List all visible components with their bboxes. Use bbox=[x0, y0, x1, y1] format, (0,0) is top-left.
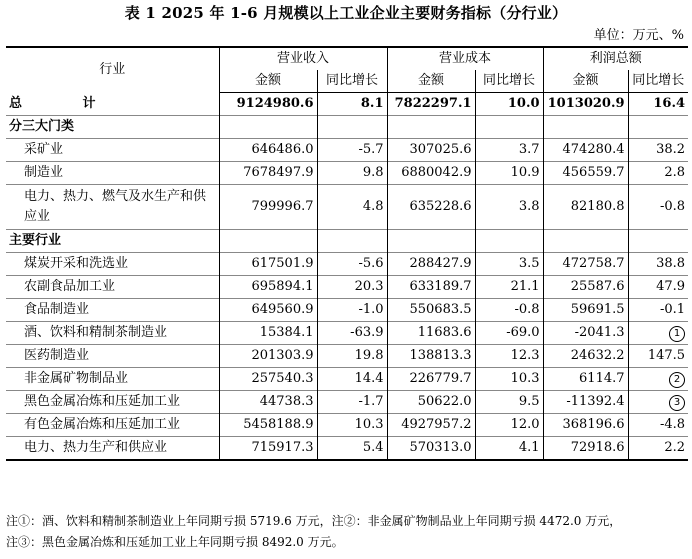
profit-yoy bbox=[628, 322, 688, 345]
profit-amount bbox=[543, 116, 628, 139]
revenue-amount: 44738.3 bbox=[219, 391, 317, 414]
header-cost: 营业成本 bbox=[387, 47, 543, 70]
revenue-amount: 257540.3 bbox=[219, 368, 317, 391]
revenue-amount: 7678497.9 bbox=[219, 162, 317, 185]
profit-yoy: 47.9 bbox=[628, 276, 688, 299]
profit-amount: 472758.7 bbox=[543, 253, 628, 276]
row-name: 采矿业 bbox=[6, 139, 219, 162]
cost-amount: 635228.6 bbox=[387, 185, 475, 230]
row-name: 酒、饮料和精制茶制造业 bbox=[6, 322, 219, 345]
profit-yoy: -4.8 bbox=[628, 414, 688, 437]
revenue-yoy: 19.8 bbox=[317, 345, 387, 368]
table-row bbox=[6, 345, 688, 368]
cost-yoy: 12.3 bbox=[475, 345, 543, 368]
revenue-amount: 646486.0 bbox=[219, 139, 317, 162]
note-marker-3: 3 bbox=[669, 395, 685, 411]
cost-amount: 4927957.2 bbox=[387, 414, 475, 437]
revenue-yoy: -1.7 bbox=[317, 391, 387, 414]
cost-amount: 307025.6 bbox=[387, 139, 475, 162]
row-name: 农副食品加工业 bbox=[6, 276, 219, 299]
revenue-yoy: 20.3 bbox=[317, 276, 387, 299]
revenue-yoy: 4.8 bbox=[317, 185, 387, 230]
section-label: 分三大门类 bbox=[6, 116, 219, 139]
profit-amount: 72918.6 bbox=[543, 437, 628, 461]
profit-amount: 456559.7 bbox=[543, 162, 628, 185]
revenue-yoy bbox=[317, 230, 387, 253]
revenue-amount: 715917.3 bbox=[219, 437, 317, 461]
row-name: 有色金属冶炼和压延加工业 bbox=[6, 414, 219, 437]
table-row bbox=[6, 437, 688, 461]
footnote-line: 注③：黑色金属冶炼和压延加工业上年同期亏损 8492.0 万元。 bbox=[6, 535, 344, 549]
unit-label: 单位：万元、% bbox=[593, 28, 684, 43]
cost-amount: 11683.6 bbox=[387, 322, 475, 345]
profit-yoy: -0.8 bbox=[628, 185, 688, 230]
cost-amount: 550683.5 bbox=[387, 299, 475, 322]
profit-yoy: 2.8 bbox=[628, 162, 688, 185]
revenue-amount bbox=[219, 230, 317, 253]
revenue-yoy: 14.4 bbox=[317, 368, 387, 391]
table-row-section bbox=[6, 230, 688, 253]
profit-yoy: 16.4 bbox=[628, 93, 688, 116]
cost-yoy bbox=[475, 230, 543, 253]
row-name: 总 计 bbox=[9, 95, 124, 111]
header-cost-amount: 金额 bbox=[387, 70, 475, 93]
profit-yoy bbox=[628, 116, 688, 139]
cost-yoy: 3.5 bbox=[475, 253, 543, 276]
profit-yoy: -0.1 bbox=[628, 299, 688, 322]
profit-amount: 6114.7 bbox=[543, 368, 628, 391]
cost-yoy: 10.0 bbox=[475, 93, 543, 116]
cost-amount bbox=[387, 116, 475, 139]
revenue-yoy: -63.9 bbox=[317, 322, 387, 345]
revenue-amount: 617501.9 bbox=[219, 253, 317, 276]
profit-amount: -2041.3 bbox=[543, 322, 628, 345]
table-row bbox=[6, 414, 688, 437]
profit-yoy bbox=[628, 368, 688, 391]
cost-amount: 7822297.1 bbox=[387, 93, 475, 116]
cost-amount: 50622.0 bbox=[387, 391, 475, 414]
table-row bbox=[6, 253, 688, 276]
table-row bbox=[6, 322, 688, 345]
revenue-amount: 201303.9 bbox=[219, 345, 317, 368]
profit-yoy: 38.2 bbox=[628, 139, 688, 162]
profit-amount: 24632.2 bbox=[543, 345, 628, 368]
revenue-amount bbox=[219, 116, 317, 139]
revenue-yoy bbox=[317, 116, 387, 139]
profit-amount: 1013020.9 bbox=[543, 93, 628, 116]
cost-yoy: 4.1 bbox=[475, 437, 543, 461]
cost-yoy bbox=[475, 116, 543, 139]
cost-yoy: 10.9 bbox=[475, 162, 543, 185]
row-name: 电力、热力生产和供应业 bbox=[6, 437, 219, 461]
profit-amount: 474280.4 bbox=[543, 139, 628, 162]
revenue-yoy: -1.0 bbox=[317, 299, 387, 322]
cost-amount: 6880042.9 bbox=[387, 162, 475, 185]
profit-yoy: 2.2 bbox=[628, 437, 688, 461]
table-row-section bbox=[6, 116, 688, 139]
revenue-amount: 649560.9 bbox=[219, 299, 317, 322]
cost-amount: 288427.9 bbox=[387, 253, 475, 276]
cost-yoy: -69.0 bbox=[475, 322, 543, 345]
cost-yoy: 12.0 bbox=[475, 414, 543, 437]
header-cost-yoy: 同比增长 bbox=[475, 70, 543, 93]
row-name: 黑色金属冶炼和压延加工业 bbox=[6, 391, 219, 414]
revenue-yoy: 8.1 bbox=[317, 93, 387, 116]
note-marker-1: 1 bbox=[669, 326, 685, 342]
table-row bbox=[6, 368, 688, 391]
revenue-yoy: -5.6 bbox=[317, 253, 387, 276]
profit-yoy: 38.8 bbox=[628, 253, 688, 276]
profit-amount: 82180.8 bbox=[543, 185, 628, 230]
header-industry: 行业 bbox=[6, 47, 219, 93]
table-row bbox=[6, 139, 688, 162]
profit-amount: 368196.6 bbox=[543, 414, 628, 437]
profit-amount: 25587.6 bbox=[543, 276, 628, 299]
profit-amount: -11392.4 bbox=[543, 391, 628, 414]
header-revenue-yoy: 同比增长 bbox=[317, 70, 387, 93]
revenue-amount: 799996.7 bbox=[219, 185, 317, 230]
note-marker-2: 2 bbox=[669, 372, 685, 388]
revenue-yoy: 10.3 bbox=[317, 414, 387, 437]
row-name: 非金属矿物制品业 bbox=[6, 368, 219, 391]
header-revenue: 营业收入 bbox=[219, 47, 387, 70]
table-row-total bbox=[6, 93, 688, 116]
table-title: 表 1 2025 年 1-6 月规模以上工业企业主要财务指标（分行业） bbox=[124, 4, 568, 22]
profit-yoy bbox=[628, 391, 688, 414]
revenue-yoy: 9.8 bbox=[317, 162, 387, 185]
cost-yoy: 3.8 bbox=[475, 185, 543, 230]
revenue-amount: 695894.1 bbox=[219, 276, 317, 299]
cost-yoy: 3.7 bbox=[475, 139, 543, 162]
header-revenue-amount: 金额 bbox=[219, 70, 317, 93]
table-row bbox=[6, 299, 688, 322]
table-row bbox=[6, 185, 688, 230]
footnote-line: 注①：酒、饮料和精制茶制造业上年同期亏损 5719.6 万元，注②：非金属矿物制品业上年同期亏损 4472.0 万元， bbox=[6, 514, 622, 528]
section-label: 主要行业 bbox=[6, 230, 219, 253]
cost-amount: 633189.7 bbox=[387, 276, 475, 299]
table-row bbox=[6, 162, 688, 185]
cost-amount: 138813.3 bbox=[387, 345, 475, 368]
revenue-yoy: 5.4 bbox=[317, 437, 387, 461]
cost-amount: 570313.0 bbox=[387, 437, 475, 461]
header-profit-amount: 金额 bbox=[543, 70, 628, 93]
financial-indicators-table bbox=[6, 46, 688, 461]
table-row bbox=[6, 276, 688, 299]
profit-amount: 59691.5 bbox=[543, 299, 628, 322]
revenue-amount: 15384.1 bbox=[219, 322, 317, 345]
table-row bbox=[6, 391, 688, 414]
header-profit: 利润总额 bbox=[543, 47, 688, 70]
cost-amount: 226779.7 bbox=[387, 368, 475, 391]
row-name: 制造业 bbox=[6, 162, 219, 185]
revenue-amount: 9124980.6 bbox=[219, 93, 317, 116]
profit-amount bbox=[543, 230, 628, 253]
cost-amount bbox=[387, 230, 475, 253]
row-name: 医药制造业 bbox=[6, 345, 219, 368]
row-name: 电力、热力、燃气及水生产和供应业 bbox=[6, 185, 219, 230]
revenue-amount: 5458188.9 bbox=[219, 414, 317, 437]
row-name: 食品制造业 bbox=[6, 299, 219, 322]
header-profit-yoy: 同比增长 bbox=[628, 70, 688, 93]
cost-yoy: -0.8 bbox=[475, 299, 543, 322]
cost-yoy: 9.5 bbox=[475, 391, 543, 414]
profit-yoy bbox=[628, 230, 688, 253]
footnotes bbox=[6, 511, 690, 553]
row-name: 煤炭开采和洗选业 bbox=[6, 253, 219, 276]
revenue-yoy: -5.7 bbox=[317, 139, 387, 162]
cost-yoy: 10.3 bbox=[475, 368, 543, 391]
profit-yoy: 147.5 bbox=[628, 345, 688, 368]
cost-yoy: 21.1 bbox=[475, 276, 543, 299]
